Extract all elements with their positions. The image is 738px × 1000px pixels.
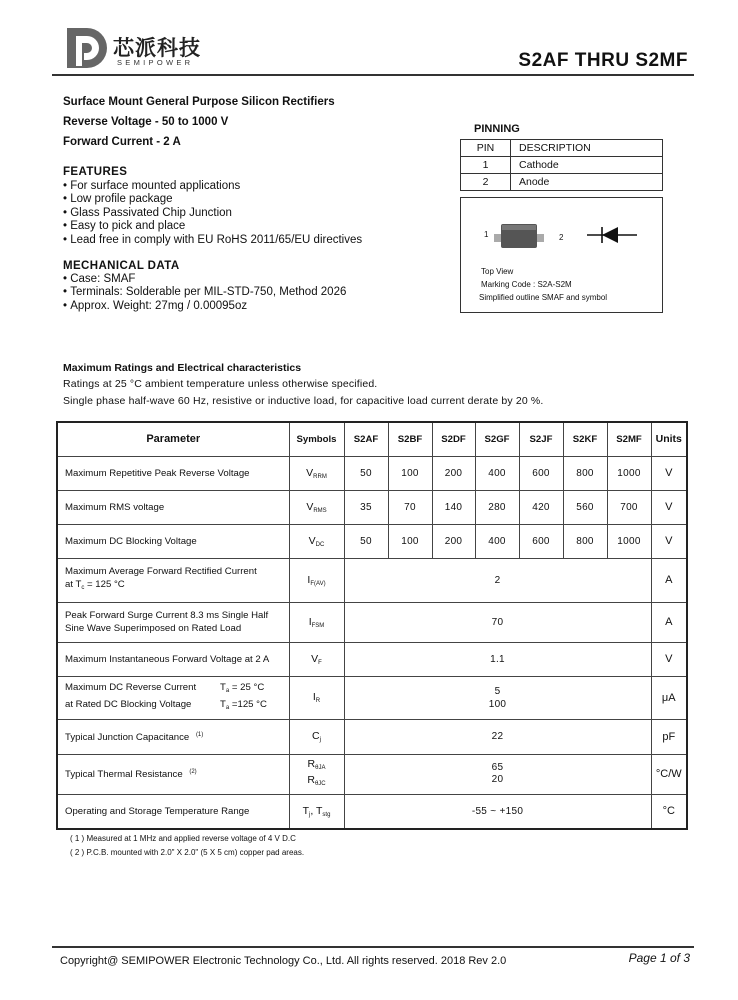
unit-cell: pF (651, 719, 687, 754)
value-cell: 1000 (607, 456, 651, 490)
copyright-notice: Copyright@ SEMIPOWER Electronic Technology Co., Ltd. All rights reserved. 2018 Rev 2.0 (60, 955, 507, 967)
mechanical-data-heading: MECHANICAL DATA (63, 260, 180, 272)
value-cell: 50 (344, 456, 388, 490)
pin-number: 2 (461, 174, 511, 191)
symbol-cell: $T_j$, $T_{stg}$ (289, 794, 344, 829)
pin-number: 1 (461, 157, 511, 174)
footer-divider (52, 946, 694, 948)
value-cell: 280 (475, 490, 519, 524)
unit-cell: V (651, 642, 687, 676)
semipower-logo (64, 26, 110, 70)
symbol-cell: $C_j$ (289, 719, 344, 754)
value-cell: 1.1 (344, 642, 651, 676)
value-cell: 560 (563, 490, 607, 524)
electrical-characteristics-table (56, 421, 688, 830)
list-item: • Approx. Weight: 27mg / 0.00095oz (63, 300, 346, 313)
features-list (63, 180, 362, 247)
part-column-header: S2JF (519, 422, 563, 456)
value-cell: 65 20 (344, 754, 651, 794)
symbol-cell: $V_{RMS}$ (289, 490, 344, 524)
footnote: ( 1 ) Measured at 1 MHz and applied reverse voltage of 4 V D.C (70, 834, 296, 843)
value-cell: 600 (519, 524, 563, 558)
description-column-header: DESCRIPTION (511, 140, 663, 157)
brand-name-english: SEMIPOWER (117, 58, 194, 67)
ratings-note: Ratings at 25 °C ambient temperature unless otherwise specified. (63, 378, 378, 390)
list-item: • Glass Passivated Chip Junction (63, 207, 362, 220)
part-number-title: S2AF THRU S2MF (518, 50, 688, 71)
list-item: • Low profile package (63, 193, 362, 206)
brand-name-chinese: 芯派科技 (113, 36, 201, 60)
forward-current-summary: Forward Current - 2 A (63, 136, 181, 148)
table-row (57, 754, 687, 794)
value-cell: 70 (344, 602, 651, 642)
table-row (57, 490, 687, 524)
package-caption-top-view: Top View (481, 267, 514, 276)
list-item: • Case: SMAF (63, 273, 346, 286)
pin-description: Anode (511, 174, 663, 191)
table-row (57, 558, 687, 602)
units-column-header: Units (651, 422, 687, 456)
unit-cell: V (651, 490, 687, 524)
features-heading: FEATURES (63, 166, 128, 178)
page-number: Page 1 of 3 (628, 951, 690, 965)
value-cell: 200 (432, 456, 475, 490)
pin-description: Cathode (511, 157, 663, 174)
value-cell: -55 ~ +150 (344, 794, 651, 829)
value-cell: 400 (475, 456, 519, 490)
value-cell: 600 (519, 456, 563, 490)
list-item: • Lead free in comply with EU RoHS 2011/65/EU directives (63, 234, 362, 247)
product-description: Surface Mount General Purpose Silicon Rectifiers (63, 96, 335, 108)
value-cell: 22 (344, 719, 651, 754)
package-pin2-label: 2 (559, 233, 564, 242)
symbols-column-header: Symbols (289, 422, 344, 456)
parameter-name: Typical Thermal Resistance $^{(2)}$ (57, 754, 289, 794)
table-row (57, 524, 687, 558)
symbol-cell: $I_R$ (289, 676, 344, 719)
value-cell: 70 (388, 490, 432, 524)
unit-cell: V (651, 524, 687, 558)
parameter-name: Maximum RMS voltage (57, 490, 289, 524)
symbol-cell: $I_{F(AV)}$ (289, 558, 344, 602)
unit-cell: A (651, 602, 687, 642)
unit-cell: °C (651, 794, 687, 829)
symbol-cell: $V_{RRM}$ (289, 456, 344, 490)
footnote: ( 2 ) P.C.B. mounted with 2.0" X 2.0" (5 X 5 cm) copper pad areas. (70, 848, 305, 857)
part-column-header: S2MF (607, 422, 651, 456)
package-lead-right (536, 234, 544, 242)
ratings-title: Maximum Ratings and Electrical characteristics (63, 362, 302, 374)
pin-column-header: PIN (461, 140, 511, 157)
parameter-name: Maximum DC Reverse Current $T_a = 25$ °C at Rated DC Blocking Voltage $T_a =125$ °C (57, 676, 289, 719)
parameter-name: Maximum Instantaneous Forward Voltage at 2 A (57, 642, 289, 676)
parameter-name: Maximum DC Blocking Voltage (57, 524, 289, 558)
parameter-name: Peak Forward Surge Current 8.3 ms Single Half Sine Wave Superimposed on Rated Load (57, 602, 289, 642)
ratings-note: Single phase half-wave 60 Hz, resistive or inductive load, for capacitive load current derate by 20 %. (63, 395, 544, 407)
part-column-header: S2AF (344, 422, 388, 456)
unit-cell: V (651, 456, 687, 490)
symbol-cell: $I_{FSM}$ (289, 602, 344, 642)
pinning-title: PINNING (474, 123, 520, 135)
value-cell: 400 (475, 524, 519, 558)
value-cell: 800 (563, 456, 607, 490)
value-cell: 700 (607, 490, 651, 524)
package-caption-marking: Marking Code : S2A-S2M (481, 280, 572, 289)
unit-cell: A (651, 558, 687, 602)
parameter-name: Typical Junction Capacitance $^{(1)}$ (57, 719, 289, 754)
value-cell: 1000 (607, 524, 651, 558)
table-row (57, 676, 687, 719)
value-cell: 100 (388, 524, 432, 558)
symbol-cell: $R_{\theta JA}$ $R_{\theta JC}$ (289, 754, 344, 794)
value-cell: 800 (563, 524, 607, 558)
table-header-row (57, 422, 687, 456)
parameter-name: Maximum Average Forward Rectified Current at $T_c = 125$ °C (57, 558, 289, 602)
part-column-header: S2GF (475, 422, 519, 456)
table-row (461, 157, 663, 174)
pinning-table (460, 139, 663, 191)
value-cell: 2 (344, 558, 651, 602)
part-column-header: S2BF (388, 422, 432, 456)
symbol-cell: $V_{DC}$ (289, 524, 344, 558)
value-cell: 50 (344, 524, 388, 558)
parameter-name: Maximum Repetitive Peak Reverse Voltage (57, 456, 289, 490)
part-column-header: S2DF (432, 422, 475, 456)
parameter-name: Operating and Storage Temperature Range (57, 794, 289, 829)
table-row (57, 642, 687, 676)
table-row (57, 456, 687, 490)
reverse-voltage-summary: Reverse Voltage - 50 to 1000 V (63, 116, 229, 128)
package-outline-box (460, 197, 663, 313)
value-cell: 100 (388, 456, 432, 490)
header-divider (52, 74, 694, 76)
table-header-row (461, 140, 663, 157)
package-caption-outline: Simplified outline SMAF and symbol (479, 293, 608, 302)
unit-cell: °C/W (651, 754, 687, 794)
value-cell: 5 100 (344, 676, 651, 719)
table-row (461, 174, 663, 191)
parameter-column-header: Parameter (57, 422, 289, 456)
value-cell: 35 (344, 490, 388, 524)
list-item: • Terminals: Solderable per MIL-STD-750, Method 2026 (63, 286, 346, 299)
package-pin1-label: 1 (484, 230, 489, 239)
unit-cell: μA (651, 676, 687, 719)
table-row (57, 602, 687, 642)
package-lead-left (494, 234, 502, 242)
table-row (57, 719, 687, 754)
mechanical-data-list (63, 273, 346, 313)
list-item: • Easy to pick and place (63, 220, 362, 233)
value-cell: 420 (519, 490, 563, 524)
diode-symbol-triangle (602, 227, 618, 243)
list-item: • For surface mounted applications (63, 180, 362, 193)
table-row (57, 794, 687, 829)
value-cell: 140 (432, 490, 475, 524)
package-body-highlight (502, 225, 536, 230)
symbol-cell: $V_F$ (289, 642, 344, 676)
part-column-header: S2KF (563, 422, 607, 456)
value-cell: 200 (432, 524, 475, 558)
